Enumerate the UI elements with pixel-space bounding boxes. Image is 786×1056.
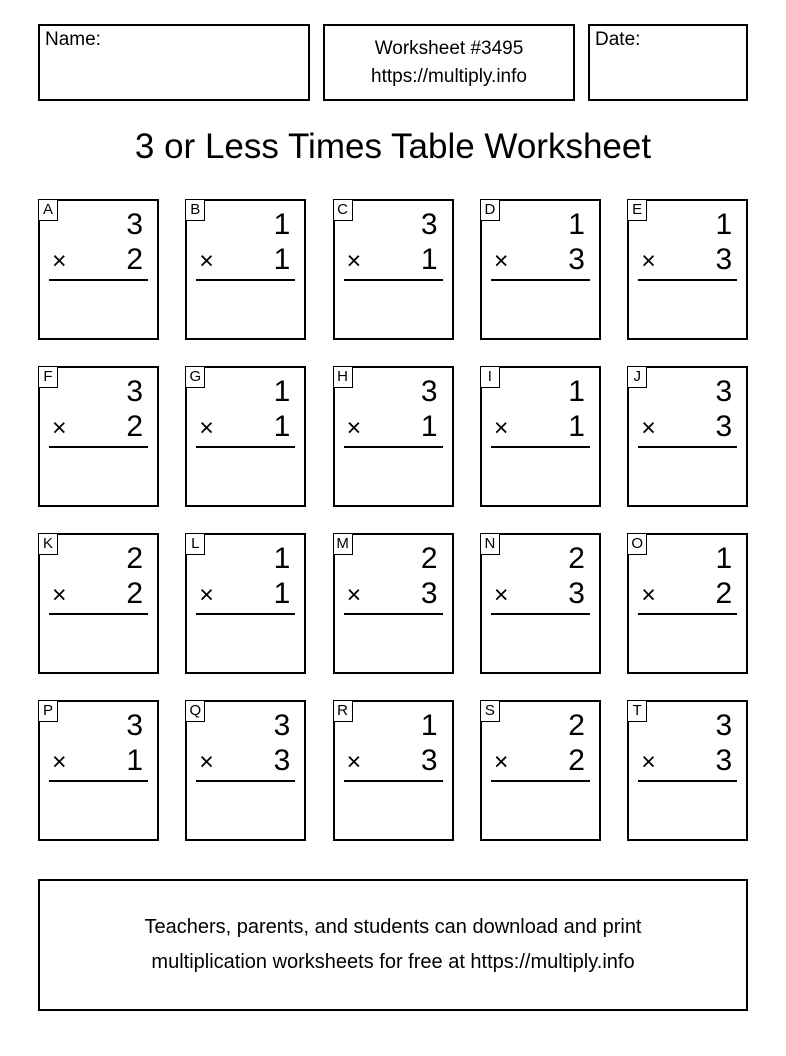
multiplicand: 3 xyxy=(126,208,143,241)
times-sign: × xyxy=(346,414,362,442)
problem-card[interactable] xyxy=(333,366,454,507)
answer-line xyxy=(344,279,443,281)
answer-line xyxy=(196,446,295,448)
problem-card[interactable] xyxy=(627,366,748,507)
problem-card[interactable] xyxy=(38,366,159,507)
problem-card[interactable] xyxy=(38,533,159,674)
answer-line xyxy=(491,446,590,448)
multiplier: 1 xyxy=(273,577,291,610)
answer-line xyxy=(638,446,737,448)
name-field-box[interactable] xyxy=(38,24,310,101)
times-sign: × xyxy=(52,748,67,776)
multiplicand: 1 xyxy=(715,542,733,575)
multiplier: 3 xyxy=(715,744,733,777)
multiplicand: 3 xyxy=(420,375,438,408)
times-sign: × xyxy=(52,414,67,442)
times-sign: × xyxy=(493,247,509,275)
multiplicand: 3 xyxy=(420,208,438,241)
answer-line xyxy=(638,613,737,615)
date-label: Date: xyxy=(595,29,641,50)
multiplier: 1 xyxy=(126,744,143,777)
times-sign: × xyxy=(346,581,362,609)
multiplier: 3 xyxy=(420,577,438,610)
problem-card[interactable] xyxy=(185,199,306,340)
multiplicand: 1 xyxy=(715,208,733,241)
answer-line xyxy=(491,279,590,281)
multiplicand: 2 xyxy=(420,542,438,575)
problem-letter: T xyxy=(627,700,647,722)
times-sign: × xyxy=(199,581,214,609)
footer-line-2: multiplication worksheets for free at https://multiply.info xyxy=(151,951,635,973)
times-sign: × xyxy=(641,748,656,776)
site-url: https://multiply.info xyxy=(371,65,527,87)
multiplicand: 2 xyxy=(126,542,143,575)
problem-letter: K xyxy=(38,533,58,555)
problem-card[interactable] xyxy=(38,700,159,841)
problem-card[interactable] xyxy=(480,366,601,507)
answer-line xyxy=(49,446,148,448)
multiplier: 3 xyxy=(568,577,585,610)
problem-letter: D xyxy=(480,199,500,221)
problem-letter: O xyxy=(627,533,647,555)
answer-line xyxy=(344,780,443,782)
times-sign: × xyxy=(493,748,509,776)
problem-letter: M xyxy=(333,533,353,555)
problem-card[interactable] xyxy=(185,533,306,674)
times-sign: × xyxy=(199,414,214,442)
times-sign: × xyxy=(52,247,67,275)
multiplier: 2 xyxy=(715,577,733,610)
multiplier: 3 xyxy=(273,744,291,777)
multiplicand: 1 xyxy=(568,375,585,408)
answer-line xyxy=(491,613,590,615)
times-sign: × xyxy=(493,581,509,609)
times-sign: × xyxy=(641,247,656,275)
problem-letter: Q xyxy=(185,700,205,722)
answer-line xyxy=(344,613,443,615)
times-sign: × xyxy=(199,247,214,275)
problem-letter: H xyxy=(333,366,353,388)
problem-card[interactable] xyxy=(480,533,601,674)
problem-letter: R xyxy=(333,700,353,722)
worksheet-number: Worksheet #3495 xyxy=(374,37,524,59)
problem-card[interactable] xyxy=(185,700,306,841)
problem-card[interactable] xyxy=(38,199,159,340)
multiplier: 3 xyxy=(420,744,438,777)
answer-line xyxy=(49,613,148,615)
problem-card[interactable] xyxy=(480,199,601,340)
multiplier: 3 xyxy=(715,410,733,443)
date-field-box[interactable] xyxy=(588,24,748,101)
multiplicand: 2 xyxy=(568,709,585,742)
problem-letter: A xyxy=(38,199,58,221)
multiplier: 3 xyxy=(715,243,733,276)
problem-card[interactable] xyxy=(627,199,748,340)
multiplicand: 3 xyxy=(715,375,733,408)
multiplicand: 2 xyxy=(568,542,585,575)
problem-letter: C xyxy=(333,199,353,221)
multiplier: 1 xyxy=(273,410,291,443)
multiplicand: 1 xyxy=(420,709,438,742)
problem-letter: E xyxy=(627,199,647,221)
answer-line xyxy=(196,780,295,782)
times-sign: × xyxy=(641,414,656,442)
answer-line xyxy=(638,780,737,782)
multiplicand: 1 xyxy=(273,208,291,241)
multiplier: 1 xyxy=(420,243,438,276)
problem-letter: I xyxy=(480,366,500,388)
problem-card[interactable] xyxy=(480,700,601,841)
answer-line xyxy=(196,613,295,615)
problem-letter: G xyxy=(185,366,205,388)
multiplier: 2 xyxy=(568,744,585,777)
problem-card[interactable] xyxy=(185,366,306,507)
problem-card[interactable] xyxy=(333,533,454,674)
times-sign: × xyxy=(52,581,67,609)
answer-line xyxy=(49,279,148,281)
multiplier: 2 xyxy=(126,410,143,443)
footer-box xyxy=(38,879,748,1011)
problem-letter: F xyxy=(38,366,58,388)
times-sign: × xyxy=(493,414,509,442)
answer-line xyxy=(344,446,443,448)
page-title: 3 or Less Times Table Worksheet xyxy=(134,127,652,166)
multiplier: 1 xyxy=(420,410,438,443)
problem-letter: N xyxy=(480,533,500,555)
problem-letter: L xyxy=(185,533,205,555)
worksheet-info-box xyxy=(323,24,575,101)
multiplicand: 1 xyxy=(273,375,291,408)
problem-card[interactable] xyxy=(627,533,748,674)
multiplicand: 3 xyxy=(126,375,143,408)
times-sign: × xyxy=(641,581,656,609)
times-sign: × xyxy=(199,748,214,776)
problem-letter: P xyxy=(38,700,58,722)
multiplicand: 1 xyxy=(568,208,585,241)
problem-card[interactable] xyxy=(627,700,748,841)
multiplier: 2 xyxy=(126,577,143,610)
name-label: Name: xyxy=(45,29,101,50)
problem-letter: B xyxy=(185,199,205,221)
multiplier: 3 xyxy=(568,243,585,276)
answer-line xyxy=(638,279,737,281)
multiplicand: 3 xyxy=(715,709,733,742)
answer-line xyxy=(491,780,590,782)
problem-card[interactable] xyxy=(333,199,454,340)
multiplicand: 3 xyxy=(126,709,143,742)
times-sign: × xyxy=(346,247,362,275)
problem-card[interactable] xyxy=(333,700,454,841)
multiplicand: 1 xyxy=(273,542,291,575)
problem-letter: J xyxy=(627,366,647,388)
problem-letter: S xyxy=(480,700,500,722)
multiplicand: 3 xyxy=(273,709,291,742)
multiplier: 1 xyxy=(273,243,291,276)
footer-line-1: Teachers, parents, and students can download and print xyxy=(144,916,642,938)
times-sign: × xyxy=(346,748,362,776)
multiplier: 2 xyxy=(126,243,143,276)
answer-line xyxy=(49,780,148,782)
answer-line xyxy=(196,279,295,281)
multiplier: 1 xyxy=(568,410,585,443)
